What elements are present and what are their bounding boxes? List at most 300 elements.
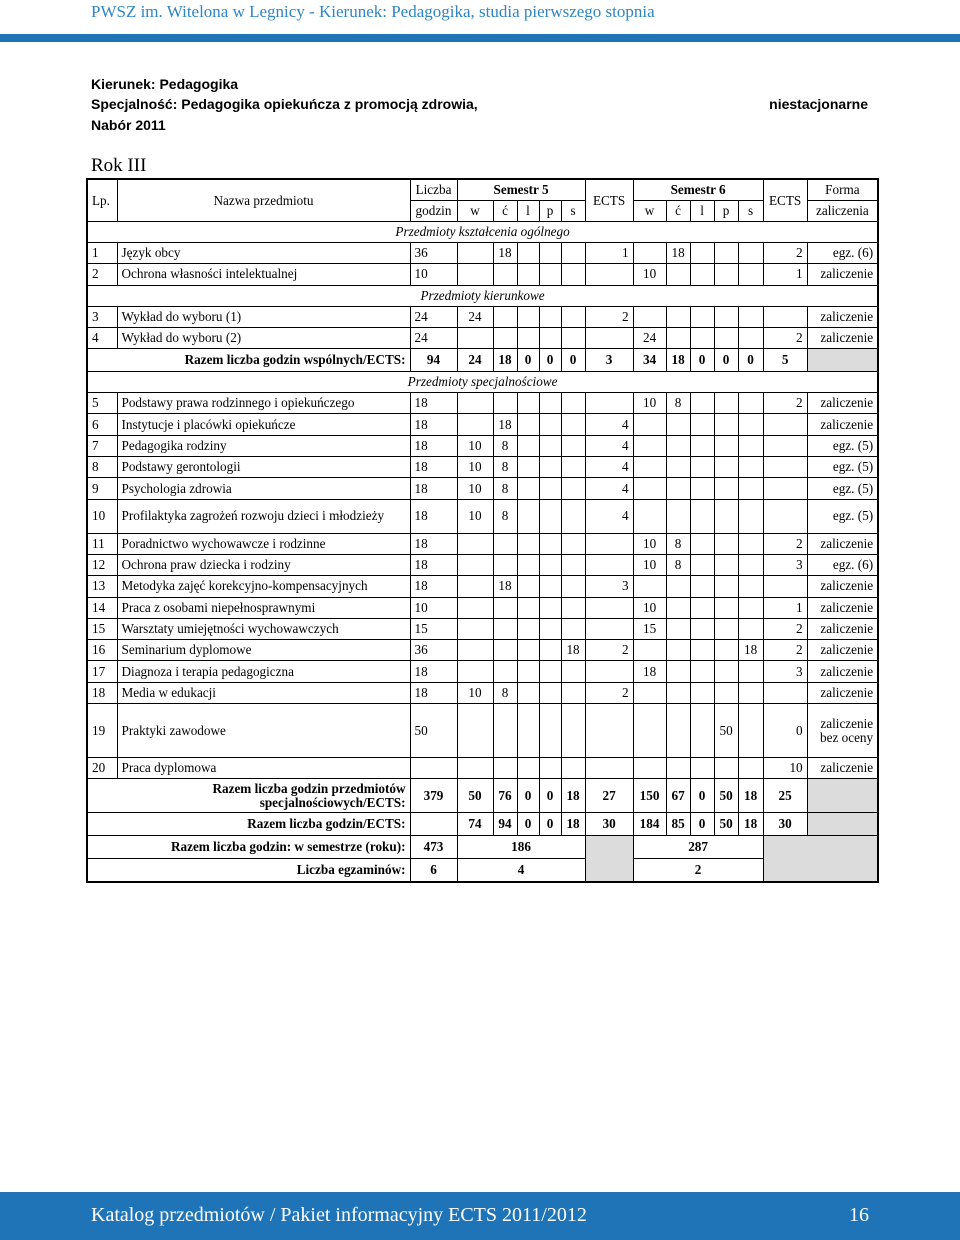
course-hours: 36 [410, 640, 457, 661]
course-ects: 4 [585, 414, 633, 435]
course-hours-type [517, 499, 539, 533]
course-hours-type [690, 640, 714, 661]
totals-value: 0 [539, 779, 561, 813]
course-form: egz. (5) [807, 457, 878, 478]
course-hours-type [666, 704, 690, 758]
study-plan-table [86, 178, 879, 883]
course-hours-type [690, 704, 714, 758]
totals-value: 0 [517, 813, 539, 836]
header-bar [0, 34, 960, 42]
course-hours-type [517, 640, 539, 661]
course-hours: 10 [410, 597, 457, 618]
course-hours: 18 [410, 499, 457, 533]
totals-row [87, 813, 878, 836]
course-hours-type: 50 [714, 704, 738, 758]
course-hours-type [666, 478, 690, 499]
course-hours-type [539, 576, 561, 597]
course-name: Praca dyplomowa [117, 758, 410, 779]
course-lp: 10 [87, 499, 117, 533]
course-hours: 18 [410, 554, 457, 575]
course-hours-type [738, 618, 763, 639]
course-hours-type [666, 499, 690, 533]
course-hours-type [539, 457, 561, 478]
totals-value: 94 [493, 813, 517, 836]
exam-count-sem6: 2 [633, 859, 763, 882]
course-hours-type [714, 414, 738, 435]
course-row [87, 533, 878, 554]
course-ects [585, 554, 633, 575]
course-hours-type [690, 554, 714, 575]
totals-value: 50 [714, 779, 738, 813]
course-hours-type [690, 499, 714, 533]
header-form: Forma [807, 179, 878, 201]
course-lp: 16 [87, 640, 117, 661]
course-hours-type [690, 435, 714, 456]
course-hours: 18 [410, 414, 457, 435]
totals-value: 18 [666, 349, 690, 372]
course-name: Poradnictwo wychowawcze i rodzinne [117, 533, 410, 554]
course-form: zaliczenie [807, 576, 878, 597]
totals-value: 184 [633, 813, 666, 836]
course-hours-type [633, 478, 666, 499]
course-hours-type [493, 306, 517, 327]
course-hours-type: 18 [493, 576, 517, 597]
field-of-study: Kierunek: Pedagogika [91, 76, 239, 92]
course-name: Język obcy [117, 243, 410, 264]
totals-value: 5 [763, 349, 807, 372]
course-hours-type: 10 [633, 264, 666, 285]
course-lp: 2 [87, 264, 117, 285]
course-row [87, 640, 878, 661]
course-lp: 12 [87, 554, 117, 575]
course-hours-type: 10 [633, 533, 666, 554]
course-ects: 2 [585, 306, 633, 327]
course-form: zaliczenie [807, 327, 878, 348]
course-hours-type: 18 [666, 243, 690, 264]
course-hours-type [539, 682, 561, 703]
course-ects: 3 [585, 576, 633, 597]
course-hours-type [633, 457, 666, 478]
header-w: w [633, 201, 666, 222]
course-lp: 5 [87, 393, 117, 414]
course-hours-type [539, 661, 561, 682]
course-hours-type [561, 243, 585, 264]
totals-value: 0 [714, 349, 738, 372]
course-name: Praca z osobami niepełnosprawnymi [117, 597, 410, 618]
course-hours-type: 8 [493, 457, 517, 478]
course-hours-type [738, 499, 763, 533]
course-ects [585, 327, 633, 348]
course-hours-type [738, 393, 763, 414]
totals-value: 74 [457, 813, 493, 836]
course-hours-type [517, 243, 539, 264]
totals-value: 150 [633, 779, 666, 813]
course-lp: 20 [87, 758, 117, 779]
course-hours-type [738, 576, 763, 597]
course-ects: 4 [585, 499, 633, 533]
course-hours-type [561, 457, 585, 478]
course-hours-type [666, 435, 690, 456]
course-hours-type [517, 576, 539, 597]
course-ects: 1 [763, 597, 807, 618]
course-hours-type [539, 597, 561, 618]
totals-value: 18 [493, 349, 517, 372]
course-hours-type [517, 306, 539, 327]
course-hours-type [457, 661, 493, 682]
course-hours-type [539, 499, 561, 533]
course-hours: 24 [410, 327, 457, 348]
course-hours-type [493, 393, 517, 414]
totals-value: 0 [690, 349, 714, 372]
course-hours-type [457, 243, 493, 264]
course-hours-type [561, 499, 585, 533]
course-name: Profilaktyka zagrożeń rozwoju dzieci i młodzieży [117, 499, 410, 533]
course-form: zaliczenie [807, 758, 878, 779]
course-ects: 2 [763, 327, 807, 348]
course-lp: 17 [87, 661, 117, 682]
course-ects: 10 [763, 758, 807, 779]
header-hours: Liczba [410, 179, 457, 201]
course-hours-type [561, 414, 585, 435]
course-hours: 18 [410, 435, 457, 456]
specialization: Specjalność: Pedagogika opiekuńcza z promocją zdrowia, [91, 96, 478, 112]
course-hours-type [539, 435, 561, 456]
course-name: Ochrona własności intelektualnej [117, 264, 410, 285]
totals-value: 50 [457, 779, 493, 813]
course-form: zaliczenie [807, 393, 878, 414]
course-hours-type [517, 435, 539, 456]
course-lp: 11 [87, 533, 117, 554]
course-lp: 19 [87, 704, 117, 758]
course-ects: 1 [763, 264, 807, 285]
course-hours-type [714, 499, 738, 533]
course-hours-type [633, 499, 666, 533]
course-hours-type [517, 533, 539, 554]
course-form: zaliczenie [807, 414, 878, 435]
course-lp: 1 [87, 243, 117, 264]
course-hours-type: 10 [457, 457, 493, 478]
course-ects [763, 306, 807, 327]
course-hours-type [561, 327, 585, 348]
header-s: s [738, 201, 763, 222]
course-hours-type [714, 618, 738, 639]
semester-6-total: 287 [633, 836, 763, 859]
section-title: Przedmioty kierunkowe [87, 285, 878, 306]
header-c: ć [666, 201, 690, 222]
course-hours: 18 [410, 682, 457, 703]
course-row [87, 597, 878, 618]
course-hours-type [561, 576, 585, 597]
course-hours-type [457, 618, 493, 639]
course-hours-type [493, 327, 517, 348]
course-row [87, 306, 878, 327]
course-name: Ochrona praw dziecka i rodziny [117, 554, 410, 575]
study-mode: niestacjonarne [769, 96, 868, 112]
totals-empty [807, 779, 878, 813]
course-hours-type [633, 758, 666, 779]
course-hours-type [666, 576, 690, 597]
course-ects: 2 [763, 533, 807, 554]
course-ects [763, 457, 807, 478]
course-hours-type [666, 597, 690, 618]
course-row [87, 478, 878, 499]
course-hours-type [690, 393, 714, 414]
header-l: l [690, 201, 714, 222]
course-hours-type [517, 554, 539, 575]
totals-empty [807, 349, 878, 372]
course-hours-type: 8 [666, 393, 690, 414]
course-hours-type [517, 597, 539, 618]
totals-value: 0 [738, 349, 763, 372]
course-hours-type [561, 554, 585, 575]
course-hours-type [493, 704, 517, 758]
course-ects: 4 [585, 457, 633, 478]
course-hours-type [457, 597, 493, 618]
course-hours-type [738, 478, 763, 499]
course-hours: 18 [410, 478, 457, 499]
course-hours-type [457, 758, 493, 779]
course-ects: 3 [763, 661, 807, 682]
course-hours-type [690, 457, 714, 478]
course-hours-type: 18 [633, 661, 666, 682]
course-hours: 18 [410, 661, 457, 682]
course-hours-type [539, 533, 561, 554]
course-hours-type [714, 554, 738, 575]
course-hours-type [517, 758, 539, 779]
course-hours-type [714, 327, 738, 348]
course-hours-type [633, 435, 666, 456]
course-hours-type [714, 758, 738, 779]
course-hours-type: 8 [493, 435, 517, 456]
header-form-2: zaliczenia [807, 201, 878, 222]
course-hours-type: 24 [457, 306, 493, 327]
course-hours-type [666, 682, 690, 703]
totals-value: 24 [457, 349, 493, 372]
course-hours-type [738, 554, 763, 575]
course-ects: 2 [763, 243, 807, 264]
course-ects [763, 414, 807, 435]
course-hours-type [539, 243, 561, 264]
course-form: egz. (5) [807, 435, 878, 456]
course-hours-type [539, 618, 561, 639]
course-name: Pedagogika rodziny [117, 435, 410, 456]
header-course-name: Nazwa przedmiotu [117, 179, 410, 222]
course-ects [585, 704, 633, 758]
course-lp: 13 [87, 576, 117, 597]
course-ects [585, 597, 633, 618]
totals-value: 0 [517, 779, 539, 813]
course-hours-type [690, 264, 714, 285]
course-ects: 2 [585, 640, 633, 661]
course-hours-type [714, 661, 738, 682]
totals-value: 30 [585, 813, 633, 836]
header-p: p [714, 201, 738, 222]
course-hours-type [561, 306, 585, 327]
course-hours-type [517, 618, 539, 639]
course-ects [585, 758, 633, 779]
course-lp: 14 [87, 597, 117, 618]
header-title: PWSZ im. Witelona w Legnicy - Kierunek: Pedagogika, studia pierwszego stopnia [91, 2, 655, 21]
course-hours-type [539, 758, 561, 779]
course-hours: 15 [410, 618, 457, 639]
course-ects [763, 499, 807, 533]
course-hours-type [539, 478, 561, 499]
course-hours-type: 10 [633, 554, 666, 575]
course-hours-type [714, 640, 738, 661]
course-hours-type: 18 [561, 640, 585, 661]
course-hours-type [493, 618, 517, 639]
course-name: Metodyka zajęć korekcyjno-kompensacyjnych [117, 576, 410, 597]
year-heading: Rok III [91, 155, 147, 176]
course-hours-type [666, 306, 690, 327]
course-ects: 4 [585, 478, 633, 499]
totals-label: Razem liczba godzin wspólnych/ECTS: [87, 349, 410, 372]
course-hours-type [714, 533, 738, 554]
course-hours-type [738, 264, 763, 285]
course-hours-type [457, 327, 493, 348]
course-name: Podstawy prawa rodzinnego i opiekuńczego [117, 393, 410, 414]
course-ects: 2 [763, 393, 807, 414]
course-hours-type [690, 533, 714, 554]
course-ects: 2 [763, 640, 807, 661]
course-hours-type [561, 618, 585, 639]
course-ects: 4 [585, 435, 633, 456]
course-form: zaliczenie [807, 661, 878, 682]
header-l: l [517, 201, 539, 222]
course-hours-type [493, 640, 517, 661]
course-hours-type: 10 [457, 499, 493, 533]
course-hours-type [517, 327, 539, 348]
course-hours-type [690, 478, 714, 499]
course-hours-type [714, 306, 738, 327]
course-hours-type [517, 264, 539, 285]
course-hours-type [561, 478, 585, 499]
course-hours: 18 [410, 533, 457, 554]
totals-value [410, 813, 457, 836]
course-hours-type [457, 414, 493, 435]
course-hours-type [666, 640, 690, 661]
totals-label: Razem liczba godzin/ECTS: [87, 813, 410, 836]
course-hours-type [517, 393, 539, 414]
course-hours-type [738, 533, 763, 554]
totals-value: 30 [763, 813, 807, 836]
course-row [87, 327, 878, 348]
course-hours-type: 18 [493, 243, 517, 264]
course-hours-type [493, 758, 517, 779]
header-lp: Lp. [87, 179, 117, 222]
course-name: Podstawy gerontologii [117, 457, 410, 478]
totals-value: 18 [738, 779, 763, 813]
course-hours-type [457, 393, 493, 414]
course-hours-type [690, 682, 714, 703]
course-row [87, 499, 878, 533]
course-name: Warsztaty umiejętności wychowawczych [117, 618, 410, 639]
course-hours-type [738, 661, 763, 682]
course-hours-type [714, 457, 738, 478]
exam-count-row [87, 859, 878, 882]
header-hours-2: godzin [410, 201, 457, 222]
course-hours-type [539, 327, 561, 348]
course-hours-type [561, 264, 585, 285]
course-hours-type [714, 393, 738, 414]
course-hours-type: 18 [738, 640, 763, 661]
semester-totals-label: Razem liczba godzin: w semestrze (roku): [87, 836, 410, 859]
course-form: egz. (5) [807, 499, 878, 533]
course-hours: 18 [410, 576, 457, 597]
course-hours-type [493, 264, 517, 285]
course-hours-type [539, 640, 561, 661]
course-hours-type [738, 327, 763, 348]
course-hours-type [666, 414, 690, 435]
course-lp: 4 [87, 327, 117, 348]
totals-value: 18 [561, 813, 585, 836]
totals-value: 34 [633, 349, 666, 372]
semester-5-total: 186 [457, 836, 585, 859]
section-title: Przedmioty kształcenia ogólnego [87, 222, 878, 243]
header-semester-6: Semestr 6 [633, 179, 763, 201]
course-form: zaliczenie [807, 640, 878, 661]
course-hours-type [690, 576, 714, 597]
course-hours-type [517, 661, 539, 682]
totals-row [87, 349, 878, 372]
course-hours-type: 10 [457, 435, 493, 456]
course-hours-type [633, 640, 666, 661]
course-row [87, 758, 878, 779]
course-hours-type [666, 457, 690, 478]
course-hours-type [561, 661, 585, 682]
course-row [87, 682, 878, 703]
course-row [87, 576, 878, 597]
section-row [87, 222, 878, 243]
totals-value: 67 [666, 779, 690, 813]
course-ects: 2 [585, 682, 633, 703]
course-hours-type [517, 457, 539, 478]
totals-value: 0 [539, 813, 561, 836]
course-hours-type [714, 597, 738, 618]
semester-gap [763, 836, 878, 882]
course-hours-type [738, 243, 763, 264]
totals-value: 85 [666, 813, 690, 836]
header-s: s [561, 201, 585, 222]
course-form: zaliczenie [807, 682, 878, 703]
totals-value: 25 [763, 779, 807, 813]
course-hours-type [539, 414, 561, 435]
course-hours-type [633, 414, 666, 435]
semester-totals-total: 473 [410, 836, 457, 859]
course-row [87, 435, 878, 456]
header-semester-5: Semestr 5 [457, 179, 585, 201]
course-hours-type [714, 576, 738, 597]
header-p: p [539, 201, 561, 222]
course-row [87, 393, 878, 414]
course-ects: 3 [763, 554, 807, 575]
course-hours-type [561, 704, 585, 758]
course-name: Media w edukacji [117, 682, 410, 703]
intake-year: Nabór 2011 [91, 117, 166, 133]
course-hours-type [666, 618, 690, 639]
course-hours: 24 [410, 306, 457, 327]
course-name: Instytucje i placówki opiekuńcze [117, 414, 410, 435]
course-hours-type [738, 682, 763, 703]
course-hours-type [666, 264, 690, 285]
course-hours-type [738, 306, 763, 327]
course-ects [585, 533, 633, 554]
course-hours-type [539, 306, 561, 327]
course-form: zaliczenie [807, 264, 878, 285]
course-hours-type [457, 554, 493, 575]
totals-value: 0 [561, 349, 585, 372]
totals-value: 76 [493, 779, 517, 813]
